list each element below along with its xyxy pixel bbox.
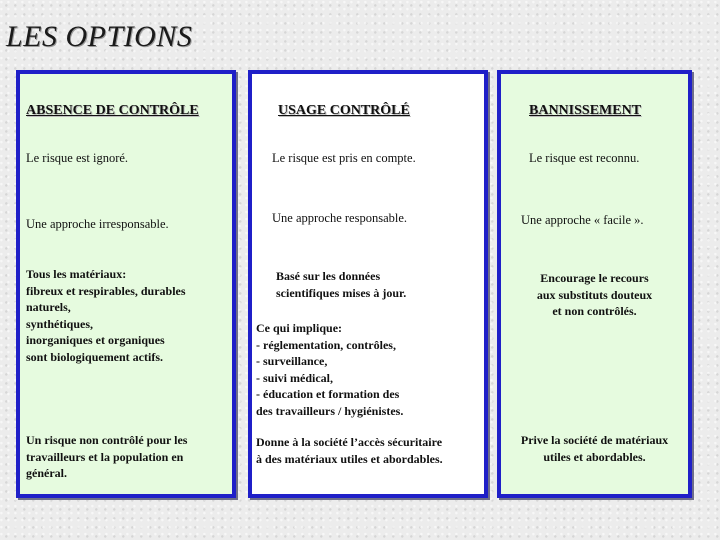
- approach-text: Une approche responsable.: [272, 211, 408, 225]
- risk-text: Le risque est pris en compte.: [272, 151, 416, 165]
- risk-text: Le risque est reconnu.: [529, 151, 640, 165]
- basis-text: Encourage le recours aux substituts douteux et non contrôlés.: [536, 271, 653, 318]
- column-bannissement: [497, 70, 692, 498]
- approach-text: Une approche irresponsable.: [26, 217, 169, 231]
- page-title: LES OPTIONS: [6, 20, 193, 53]
- column-heading: BANNISSEMENT: [529, 103, 642, 118]
- consequence-text: Un risque non contrôlé pour les travailleurs et la population en général.: [26, 433, 188, 480]
- approach-text: Une approche « facile ».: [521, 213, 644, 227]
- consequence-text: Donne à la société l’accès sécuritaire à des matériaux utiles et abordables.: [256, 435, 443, 466]
- basis-text: Tous les matériaux: fibreux et respirables, durables naturels, synthétiques, inorganiques et organiques sont biologiquement actifs.: [26, 267, 186, 364]
- basis-text: Basé sur les données scientifiques mises à jour.: [276, 269, 407, 300]
- column-heading: USAGE CONTRÔLÉ: [278, 103, 410, 118]
- column-heading: ABSENCE DE CONTRÔLE: [26, 103, 199, 118]
- consequence-text: Prive la société de matériaux utiles et abordables.: [520, 433, 669, 464]
- risk-text: Le risque est ignoré.: [26, 151, 129, 165]
- column-absence-de-controle: [16, 70, 236, 498]
- column-usage-controle: [248, 70, 488, 498]
- implication-text: Ce qui implique: - réglementation, contrôles, - surveillance, - suivi médical, - éducation et formation des des travailleurs / hygiénistes.: [256, 321, 404, 418]
